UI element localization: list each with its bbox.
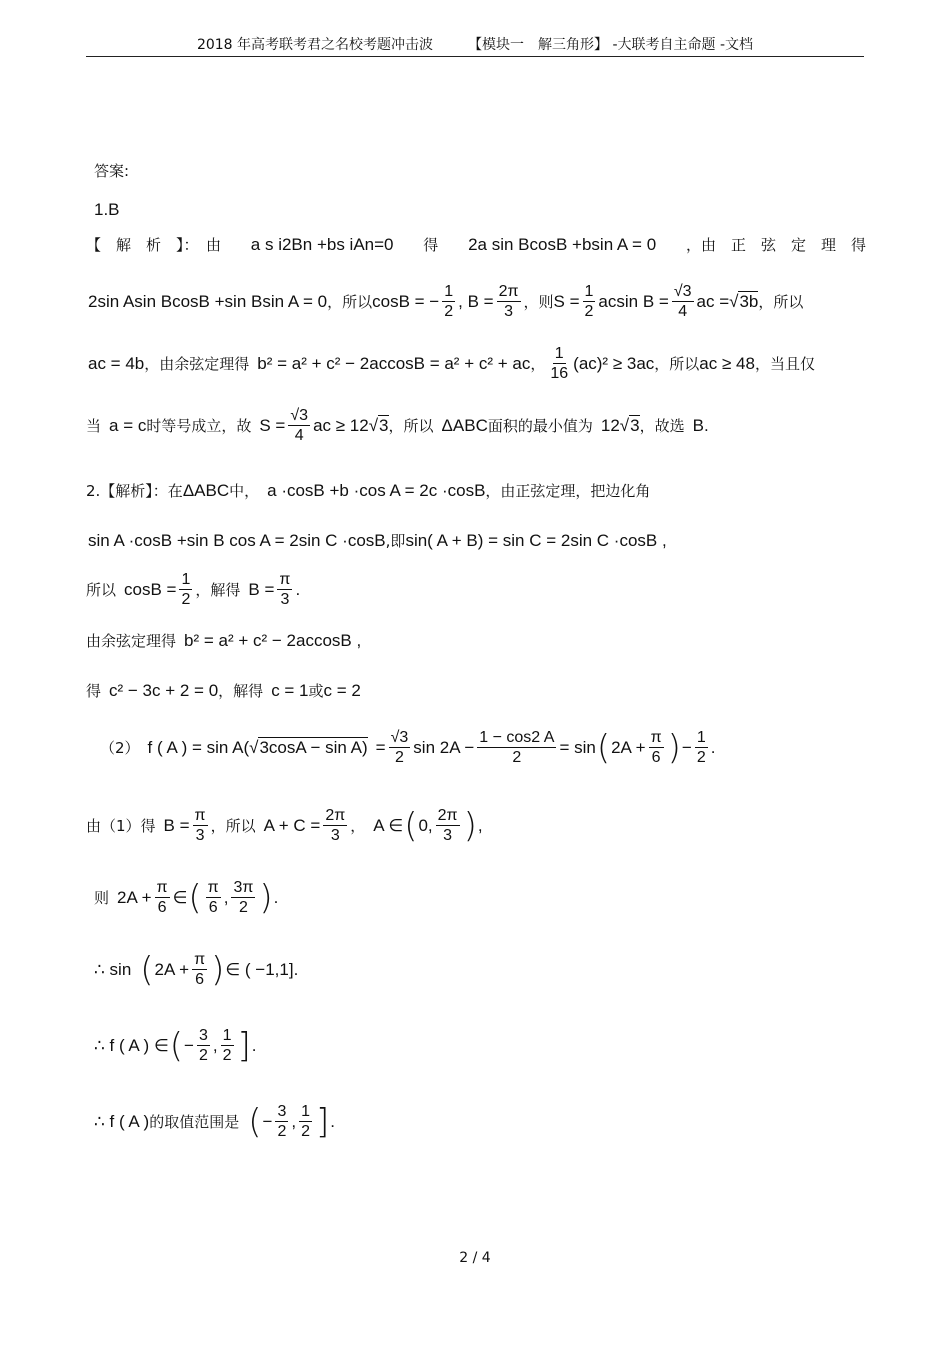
q1-line-2: 2sin Asin BcosB +sin Bsin A = 0 ，所以 cosB = − $\frac{1}{2}$ , B = $\frac{2\pi}{3}$ ，则 S = $\frac{1}{2}$ acsin B = $\frac{√3}{4}$ ac = √ 3b ，所以 — [88, 283, 804, 320]
page-number: 2 / 4 — [459, 1250, 491, 1266]
answer-label: 答案: — [94, 162, 130, 180]
q2-line-8: 则 2A + $\frac{\pi}{6}$ ∈ ( $\frac{\pi}{6}$ , $\frac{3\pi}{2}$ ) . — [94, 877, 279, 918]
q2-line-2: sin A ·cosB +sin B cos A = 2sin C ·cosB ,即 sin( A + B) = sin C = 2sin C ·cosB , — [88, 530, 667, 550]
q2-line-11: ∴ f ( A ) 的取值范围是 ( − $\frac{3}{2}$ , $\frac{1}{2}$ ] . — [94, 1101, 335, 1142]
page-header: 2018 年高考联考君之名校考题冲击波 【模块一 解三角形】 -大联考自主命题 -文档 — [86, 34, 864, 57]
q1-line-4: 当 a = c 时等号成立，故 S = $\frac{√3}{4}$ ac ≥ 12 √ 3 ，所以 ΔABC 面积的最小值为 12 √ 3 ，故选 B. — [86, 407, 709, 444]
q2-line-9: ∴ sin ( 2A + $\frac{\pi}{6}$ ) ∈ ( −1,1] . — [94, 949, 299, 990]
q2-line-4: 由余弦定理得 b² = a² + c² − 2accosB , — [86, 630, 362, 650]
q2-line-3: 所以 cosB = $\frac{1}{2}$ ，解得 B = $\frac{\pi}{3}$ . — [86, 571, 301, 608]
q1-line-3: ac = 4b ，由余弦定理得 b² = a² + c² − 2accosB = a² + c² + ac ， $\frac{1}{16}$ (ac)² ≥ 3ac ，所以 ac ≥ 48 ，当且仅 — [88, 345, 815, 382]
q2-line-7: 由（1）得 B = $\frac{\pi}{3}$ ，所以 A + C = $\frac{2\pi}{3}$ ， A ∈ ( 0, $\frac{2\pi}{3}$ ) , — [86, 805, 483, 846]
q2-line-10: ∴ f ( A ) ∈ ( − $\frac{3}{2}$ , $\frac{1}{2}$ ] . — [94, 1025, 257, 1066]
q2-line-1: 2.【解析】：在 ΔABC 中， a ·cosB +b ·cos A = 2c ·cosB ，由正弦定理，把边化角 — [86, 480, 651, 500]
q2-line-5: 得 c² − 3c + 2 = 0 ，解得 c = 1 或 c = 2 — [86, 680, 361, 700]
q2-line-6: （2） f ( A ) = sin A( √ 3cosA − sin A) = $\frac{√3}{2}$ sin 2A − $\frac{1 - \cos 2 A}{2}$ = sin ( 2A + $\frac{\pi}{6}$ ) − $\frac{1}{2}$ . — [100, 727, 716, 768]
q1-answer: 1.B — [94, 200, 120, 219]
q1-line-1: 【 解 析 】： 由 a s i2Bn +bs iAn=0 得 2a sin BcosB +bsin A = 0 ，由 正 弦 定 理 得 — [86, 234, 866, 254]
